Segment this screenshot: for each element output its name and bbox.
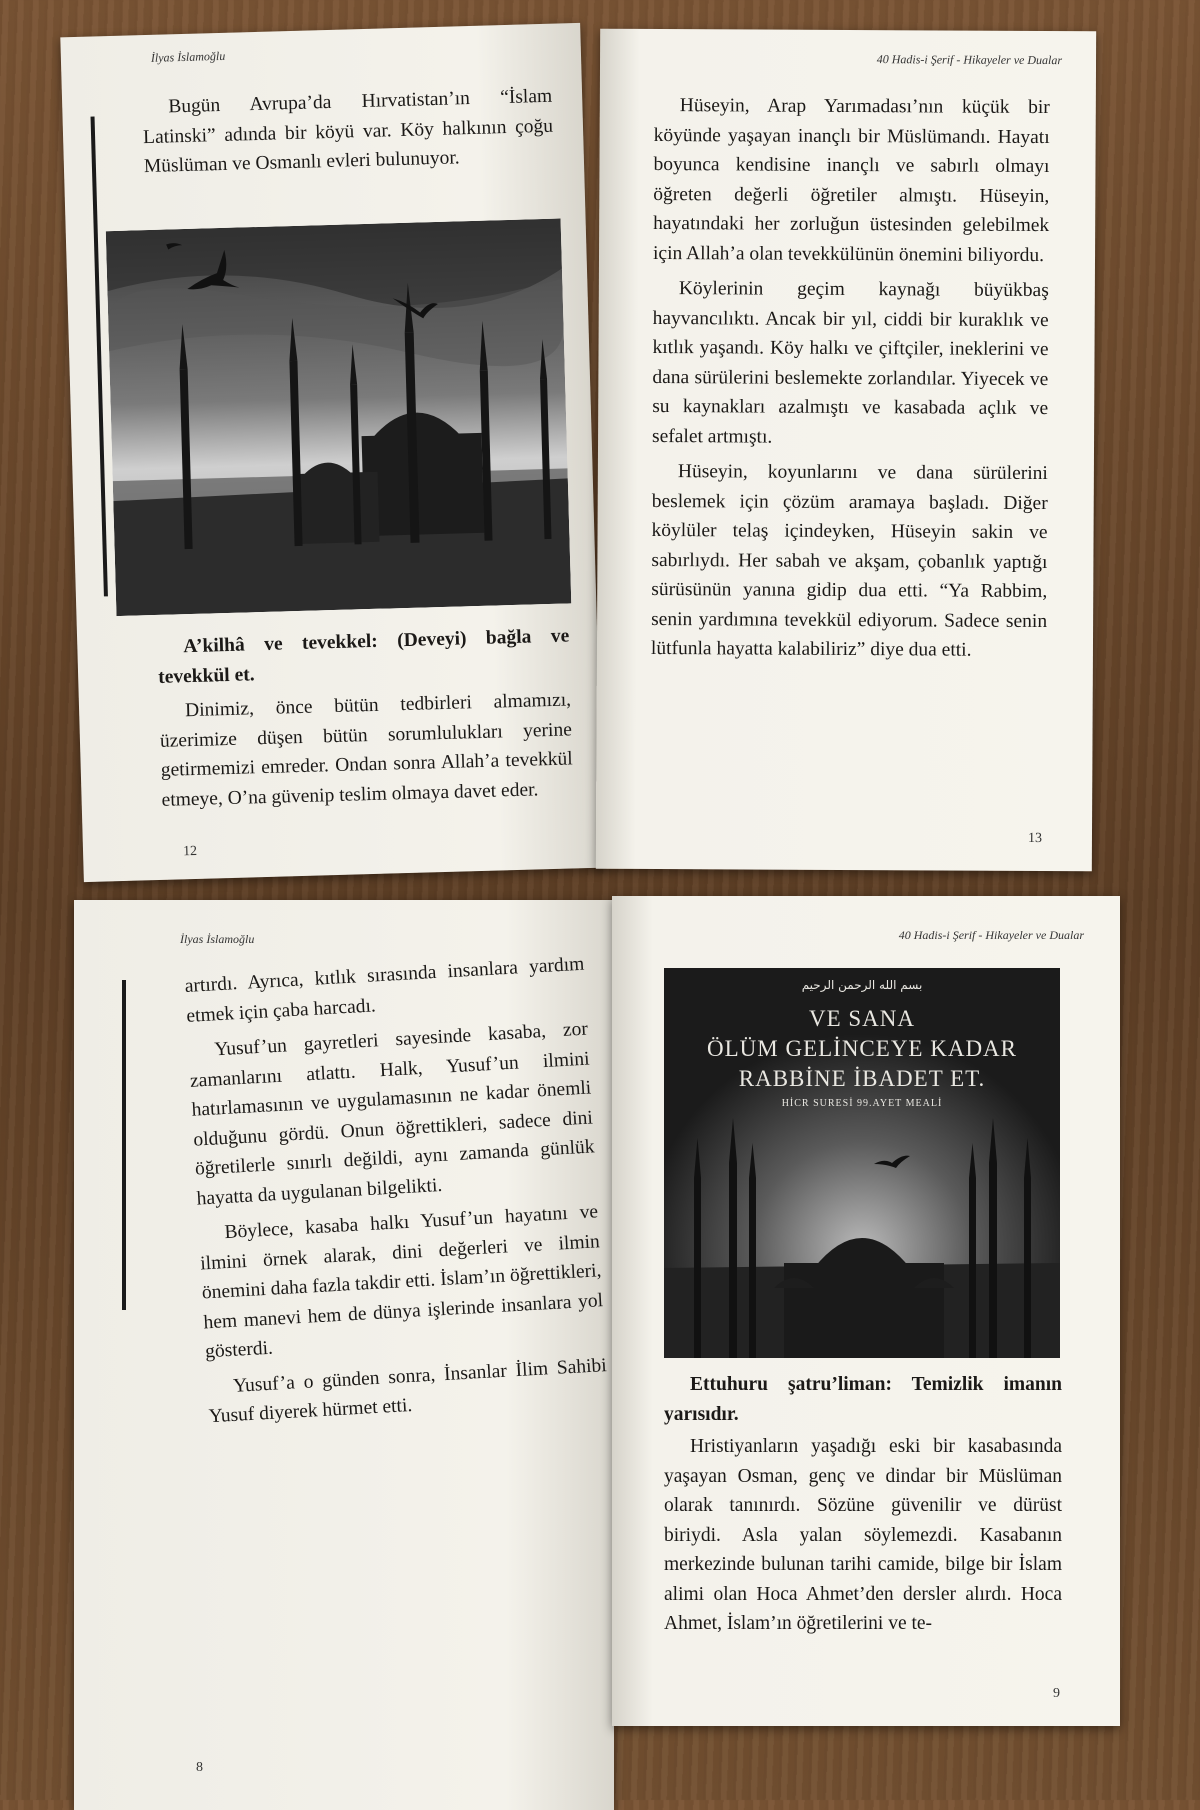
page-8 (74, 900, 614, 1810)
running-header-title: 40 Hadis-i Şerif - Hikayeler ve Dualar (898, 928, 1084, 942)
mosque-photo (106, 219, 572, 617)
intro-paragraph: Bugün Avrupa’da Hırvatistan’ın “İslam Latinski” adında bir köyü var. Köy halkının çoğu Müslüman ve Osmanlı evleri bulunuyor. (142, 85, 554, 178)
poster-line-3: RABBİNE İBADET ET. (738, 1066, 986, 1091)
hadith-heading: Ettuhuru şatru’liman: Temizlik imanın yarısıdır. (664, 1374, 1062, 1425)
story-text (184, 950, 609, 1432)
story-paragraph: Hüseyin, koyunlarını ve dana sürülerini beslemek için çözüm aramaya başladı. Diğer köylüler telaş içindeyken, Hüseyin sakin ve sabırlıydı. Her sabah ve akşam, çobanlık yaptığı sürüsünün yanına gidip dua etti. “Ya Rabbim, senin yardımına tevekkül ediyorum. Sadece senin lütfunla hayatta kalabiliriz” diye dua etti. (650, 461, 1048, 661)
story-paragraph: Böylece, kasaba halkı Yusuf’un hayatını ve ilmini örnek alarak, dini değerleri ve ilmin önemini daha fazla takdir etti. İslam’ın öğrettikleri, hem manevi hem de dünya işlerinde insanlara yol gösterdi. (199, 1201, 604, 1363)
hadith-heading: A’kilhâ ve tevekkel: (Deveyi) bağla ve tevekkül et. (157, 625, 570, 688)
page-13 (596, 29, 1096, 872)
running-header-title: 40 Hadis-i Şerif - Hikayeler ve Dualar (876, 52, 1063, 68)
page-12 (60, 23, 603, 882)
poster-source: HİCR SURESİ 99.AYET MEALİ (781, 1098, 943, 1109)
poster-line-1: VE SANA (808, 1006, 916, 1031)
story-paragraph: Yusuf’un gayretleri sayesinde kasaba, zor zamanlarını atlattı. Halk, Yusuf’un ilmini hatırlamasının ve uygulamasının ne kadar önemli olduğunu gördü. Onun öğrettikleri, sadece dini öğretilerle sınırlı değildi, aynı zamanda günlük hayatta da uygulanan bilgelikti. (189, 1018, 595, 1210)
binding-edge (91, 116, 108, 596)
ayah-poster-image (664, 968, 1060, 1358)
page-number: 9 (1053, 1686, 1060, 1701)
page-number: 13 (1027, 830, 1043, 847)
running-header-author: İlyas İslamoğlu (150, 48, 226, 65)
bottom-book-spread (0, 890, 1200, 1800)
story-paragraph: Hüseyin, Arap Yarımadası’nın küçük bir köyünde yaşayan inançlı bir Müslümandı. Hayatı boyunca kendisine inançlı ve sabırlı olmayı öğreten değerli öğretiler almıştı. Hüseyin, hayatındaki her zorluğun üstesinden gelebilmek için Allah’a olan tevekkülünün önemini biliyordu. (652, 95, 1050, 266)
page-number: 12 (182, 843, 198, 860)
story-text (651, 91, 1050, 666)
bismillah-text: بسم الله الرحمن الرحيم (801, 978, 923, 992)
story-paragraph: Köylerinin geçim kaynağı büyükbaş hayvancılıktı. Ancak bir yıl, ciddi bir kuraklık ve kıtlık yaşandı. Köy halkı ve çiftçiler, ineklerini ve dana sürülerini beslemekte zorlandılar. Yiyecek ve su kaynakları azalmıştı ve kasabada açlık ve sefalet artmıştı. (652, 278, 1049, 448)
poster-line-2: ÖLÜM GELİNCEYE KADAR (706, 1036, 1018, 1061)
binding-edge (122, 980, 126, 1310)
top-book-spread (0, 0, 1200, 880)
story-paragraph: artırdı. Ayrıca, kıtlık sırasında insanlara yardım etmek için çaba harcadı. (184, 953, 585, 1027)
story-paragraph: Yusuf’a o günden sonra, İnsanlar İlim Sahibi Yusuf diyerek hürmet etti. (208, 1354, 608, 1428)
page-number: 8 (196, 1760, 203, 1775)
body-paragraph: Hristiyanların yaşadığı eski bir kasabasında yaşayan Osman, genç ve dindar bir Müslüman olarak tanınırdı. Sözüne güvenilir ve dürüst biriydi. Asla yalan söylemezdi. Kasabanın merkezinde bulunan tarihi camide, bilge bir İslam alimi olan Hoca Ahmet’den dersler alırdı. Hoca Ahmet, İslam’ın öğretilerini ve te- (664, 1436, 1062, 1634)
body-paragraph: Dinimiz, önce bütün tedbirleri almamızı, üzerimize düşen bütün sorumlulukları yerine getirmemizi emreder. Ondan sonra Allah’a tevekkül etmeye, O’na güvenip teslim olmaya davet eder. (159, 689, 573, 811)
running-header-author: İlyas İslamoğlu (180, 932, 255, 946)
page-9 (612, 896, 1120, 1726)
